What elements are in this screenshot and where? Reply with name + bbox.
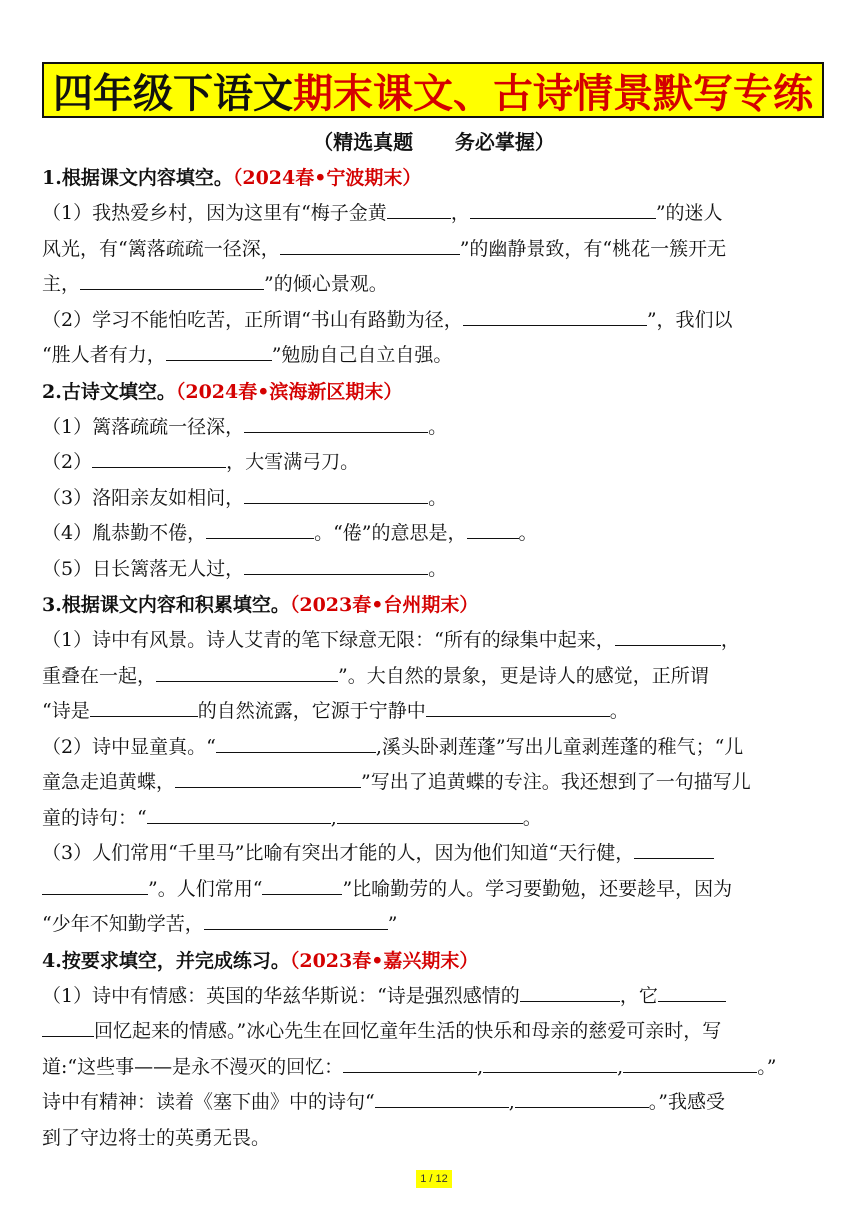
question-line <box>42 481 826 517</box>
question-text: 。“倦”的意思是， <box>314 522 467 544</box>
answer-blank[interactable] <box>92 445 226 468</box>
question-line <box>42 659 826 695</box>
question-text: 。 <box>522 806 542 829</box>
question-line <box>42 196 826 232</box>
question-text: ,溪头卧剥莲蓬”写出儿童剥莲蓬的稚气；“儿 <box>375 735 744 758</box>
question-text: （1）诗中有情感：英国的华兹华斯说：“诗是强烈感情的 <box>42 984 520 1007</box>
question-text: （2）学习不能怕吃苦，正所谓“书山有路勤为径， <box>42 308 463 331</box>
section-title <box>42 587 826 623</box>
section-instruction: 1.根据课文内容填空。 <box>42 167 233 189</box>
question-text: ，大雪满弓刀。 <box>226 451 360 473</box>
question-text: （1）诗中有风景。诗人艾青的笔下绿意无限：“所有的绿集中起来， <box>42 629 615 651</box>
question-line <box>42 445 826 481</box>
answer-blank[interactable] <box>244 410 428 433</box>
question-text: （5）日长篱落无人过， <box>42 557 245 580</box>
question-line <box>42 552 826 588</box>
answer-blank[interactable] <box>280 232 460 255</box>
question-text: ”写出了追黄蝶的专注。我还想到了一句描写儿 <box>361 771 751 793</box>
question-text: 。 <box>518 522 538 544</box>
answer-blank[interactable] <box>204 907 388 930</box>
question-text: ”的倾心景观。 <box>264 273 388 295</box>
question-text: “诗是 <box>42 700 90 722</box>
answer-blank[interactable] <box>375 1085 509 1108</box>
question-text: “胜人者有力， <box>42 344 166 366</box>
question-text: 。 <box>609 700 629 722</box>
question-text: （2） <box>42 451 93 473</box>
question-line <box>42 872 826 908</box>
question-line <box>42 338 826 374</box>
section-source: （2023春•嘉兴期末） <box>289 949 479 972</box>
question-text: （4）胤恭勤不倦， <box>42 522 207 544</box>
question-line <box>42 267 826 303</box>
answer-blank[interactable] <box>156 659 338 682</box>
title-banner <box>42 62 824 118</box>
question-text: 。” <box>757 1055 777 1078</box>
worksheet-content <box>42 160 826 1156</box>
answer-blank[interactable] <box>515 1085 649 1108</box>
answer-blank[interactable] <box>387 196 451 219</box>
section-title <box>42 943 826 979</box>
question-line <box>42 1085 826 1121</box>
answer-blank[interactable] <box>175 765 361 788</box>
answer-blank[interactable] <box>658 979 726 1002</box>
answer-blank[interactable] <box>623 1050 757 1073</box>
answer-blank[interactable] <box>470 196 656 219</box>
section-title <box>42 374 826 410</box>
question-text: ” <box>387 913 398 935</box>
answer-blank[interactable] <box>467 516 519 539</box>
answer-blank[interactable] <box>206 516 314 539</box>
question-text: , <box>477 1055 484 1078</box>
question-text: （2）诗中显童真。“ <box>42 735 216 758</box>
question-line <box>42 1121 826 1157</box>
question-text: ”，我们以 <box>646 308 733 331</box>
answer-blank[interactable] <box>463 303 647 326</box>
question-line <box>42 730 826 766</box>
answer-blank[interactable] <box>244 481 428 504</box>
question-line <box>42 907 826 943</box>
subtitle: （精选真题 务必掌握） <box>313 130 555 154</box>
question-line <box>42 694 826 730</box>
answer-blank[interactable] <box>483 1050 617 1073</box>
title-black-part: 四年级下语文 <box>53 69 293 117</box>
question-line <box>42 836 826 872</box>
section-instruction: 4.按要求填空，并完成练习。 <box>42 949 290 972</box>
answer-blank[interactable] <box>343 1050 477 1073</box>
question-text: ”的幽静景致，有“桃花一簇开无 <box>459 237 727 260</box>
question-text: ”勉励自己自立自强。 <box>271 344 453 366</box>
question-text: 童急走追黄蝶， <box>42 771 176 793</box>
section-source: （2024春•宁波期末） <box>232 167 422 189</box>
question-line <box>42 1050 826 1086</box>
question-text: , <box>508 1091 515 1113</box>
answer-blank[interactable] <box>90 694 198 717</box>
answer-blank[interactable] <box>42 872 148 895</box>
question-line <box>42 410 826 446</box>
answer-blank[interactable] <box>426 694 610 717</box>
section-source: （2023春•台州期末） <box>289 594 479 616</box>
answer-blank[interactable] <box>42 1014 94 1037</box>
answer-blank[interactable] <box>244 552 428 575</box>
question-text: ”比喻勤劳的人。学习要勤勉，还要趁早，因为 <box>342 877 733 900</box>
question-text: ， <box>720 629 740 651</box>
question-text: （1）篱落疏疏一径深， <box>42 415 245 438</box>
question-text: 主， <box>42 273 81 295</box>
question-text: ， <box>450 202 470 224</box>
answer-blank[interactable] <box>166 338 272 361</box>
question-text: ”的迷人 <box>655 202 723 224</box>
question-line <box>42 303 826 339</box>
question-line <box>42 1014 826 1050</box>
question-text: , <box>330 806 337 829</box>
title-red-part: 期末课文、古诗情景默写专练 <box>293 69 813 117</box>
question-text: 重叠在一起， <box>42 664 157 687</box>
question-text: 。 <box>428 557 448 580</box>
question-line <box>42 765 826 801</box>
question-text: 道:“这些事——是永不漫灭的回忆： <box>42 1055 344 1078</box>
section-instruction: 3.根据课文内容和积累填空。 <box>42 594 290 616</box>
answer-blank[interactable] <box>615 623 721 646</box>
answer-blank[interactable] <box>147 801 331 824</box>
answer-blank[interactable] <box>520 979 620 1002</box>
question-text: （1）我热爱乡村，因为这里有“梅子金黄 <box>42 202 387 224</box>
question-text: （3）洛阳亲友如相问， <box>42 486 245 509</box>
question-text: ”。大自然的景象，更是诗人的感觉，正所谓 <box>338 664 709 687</box>
question-text: 风光，有“篱落疏疏一径深， <box>42 237 280 260</box>
question-text: “少年不知勤学苦， <box>42 913 204 935</box>
question-text: 的自然流露，它源于宁静中 <box>197 700 426 722</box>
question-text: 童的诗句：“ <box>42 806 147 829</box>
answer-blank[interactable] <box>262 872 342 895</box>
section-title <box>42 160 826 196</box>
section-source: （2024春•滨海新区期末） <box>175 380 403 403</box>
answer-blank[interactable] <box>216 730 376 753</box>
question-line <box>42 979 826 1015</box>
answer-blank[interactable] <box>337 801 523 824</box>
section-instruction: 2.古诗文填空。 <box>42 380 176 403</box>
question-text: 到了守边将士的英勇无畏。 <box>42 1126 271 1149</box>
question-line <box>42 516 826 552</box>
question-text: 。 <box>428 415 448 438</box>
question-text: 回忆起来的情感。”冰心先生在回忆童年生活的快乐和母亲的慈爱可亲时，写 <box>94 1020 722 1042</box>
page-number: 1 / 12 <box>416 1170 452 1188</box>
question-text: （3）人们常用“千里马”比喻有突出才能的人，因为他们知道“天行健， <box>42 842 635 864</box>
question-text: , <box>617 1055 624 1078</box>
answer-blank[interactable] <box>80 267 264 290</box>
question-text: 。 <box>428 486 448 509</box>
question-text: ”。人们常用“ <box>148 877 263 900</box>
question-line <box>42 232 826 268</box>
question-line <box>42 801 826 837</box>
question-text: 。”我感受 <box>648 1091 725 1113</box>
question-text: 诗中有精神：读着《塞下曲》中的诗句“ <box>42 1091 375 1113</box>
question-text: ，它 <box>619 984 658 1007</box>
question-line <box>42 623 826 659</box>
answer-blank[interactable] <box>634 836 714 859</box>
